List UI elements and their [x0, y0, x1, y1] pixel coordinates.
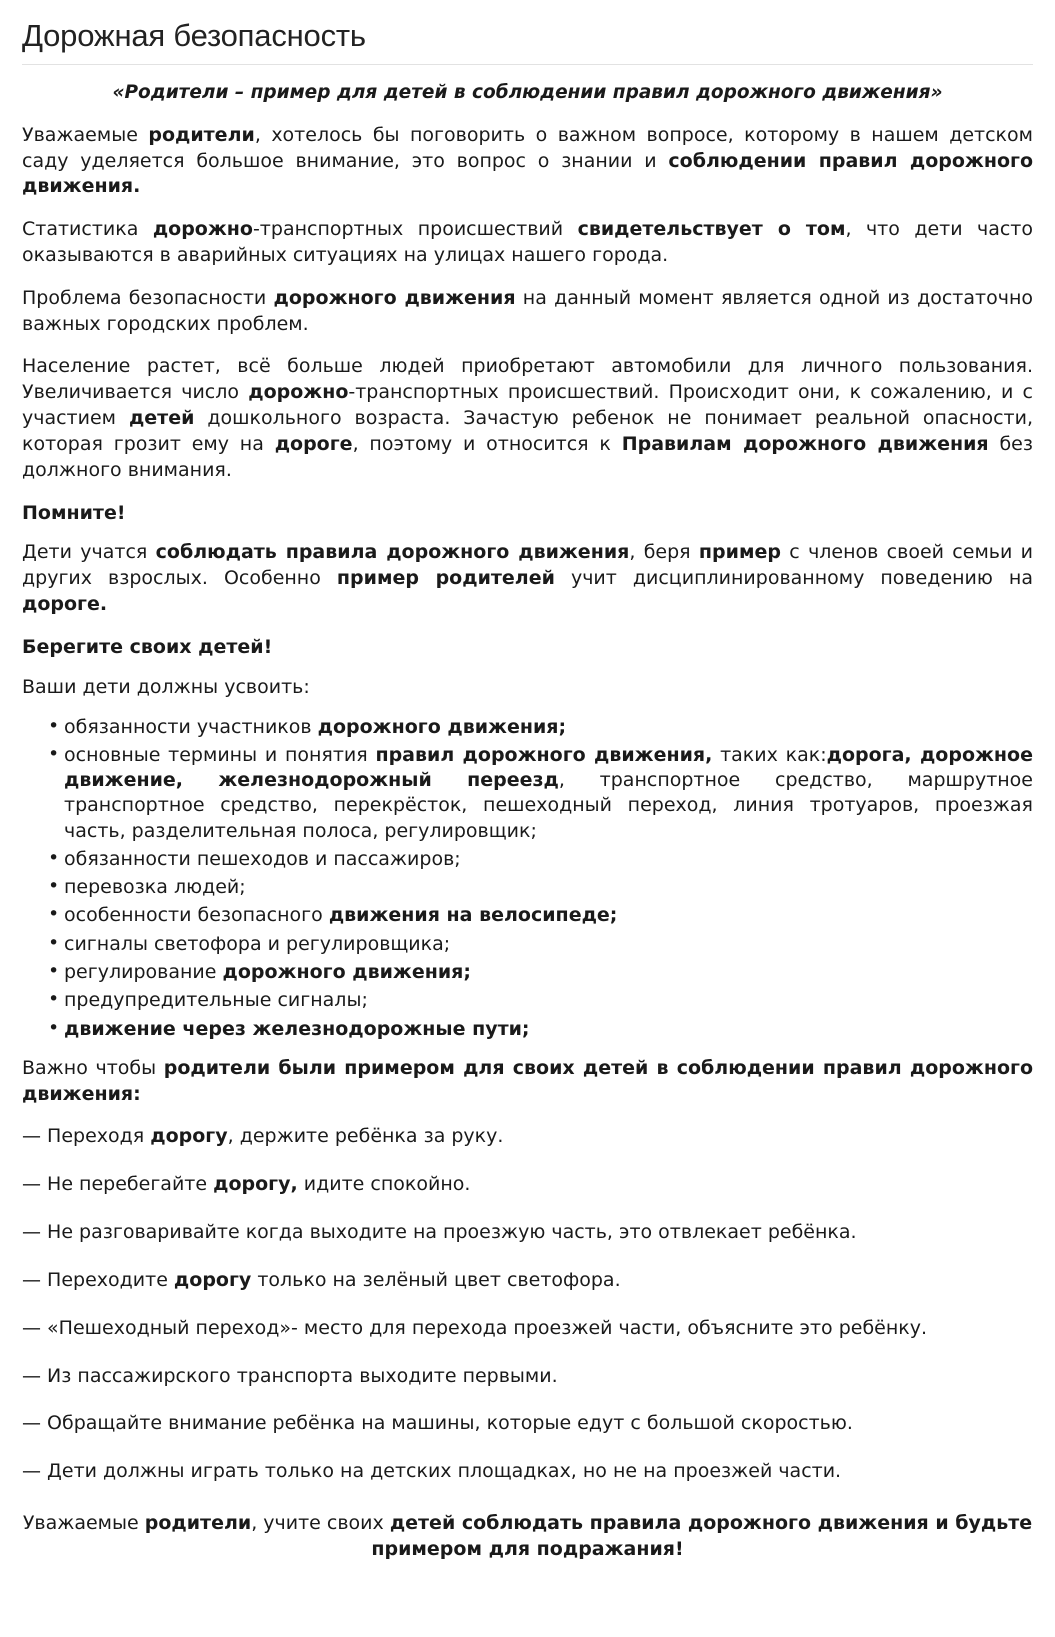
list-item — [48, 932, 1033, 957]
list-item — [48, 1017, 1033, 1042]
text-bold: свидетельствует о том — [577, 218, 846, 241]
text-fragment: , хотелось бы поговорить о важном вопросе, которому в нашем детском саду уделяется большое внимание, это вопрос о знании и — [22, 123, 1033, 172]
paragraph-statistics — [22, 217, 1033, 269]
text-fragment: — Не перебегайте — [22, 1173, 214, 1196]
text-fragment: , поэтому и относится к — [352, 432, 622, 455]
text-bold: дорогу — [173, 1268, 252, 1291]
text-bold: родители — [148, 123, 255, 146]
list-item — [48, 960, 1033, 985]
text-fragment: обязанности участников — [64, 715, 318, 738]
text-bold: движение через железнодорожные пути; — [64, 1017, 530, 1040]
text-fragment: Статистика — [22, 218, 153, 241]
text-fragment: сигналы светофора и регулировщика; — [64, 932, 451, 955]
text-bold: дорогу — [150, 1125, 228, 1148]
list-item — [48, 743, 1033, 844]
heading-protect: Берегите своих детей! — [22, 635, 273, 658]
paragraph-important — [22, 1056, 1033, 1108]
text-bold: Правилам дорожного движения — [621, 432, 989, 455]
text-bold: пример родителей — [336, 567, 555, 590]
text-fragment: Уважаемые — [22, 123, 149, 146]
text-bold: дорожно — [248, 381, 349, 404]
text-bold: дорожного движения — [273, 286, 516, 309]
list-lead-in: Ваши дети должны усвоить: — [22, 675, 310, 698]
page-title: Дорожная безопасность — [22, 18, 366, 53]
text-fragment: регулирование — [64, 960, 223, 983]
page-bottom-spacer — [22, 1563, 1033, 1597]
text-fragment: только на зелёный цвет светофора. — [251, 1268, 621, 1291]
text-fragment: — Переходя — [22, 1125, 151, 1148]
text-bold: дорожного движения; — [317, 715, 567, 738]
text-bold: соблюдать правила дорожного движения — [155, 541, 630, 564]
list-item — [48, 715, 1033, 740]
closing-appeal — [22, 1511, 1033, 1563]
paragraph-problem — [22, 286, 1033, 338]
paragraph-population — [22, 354, 1033, 483]
rule-item-6: — Из пассажирского транспорта выходите первыми. — [22, 1364, 558, 1387]
list-item — [48, 875, 1033, 900]
rule-item-1 — [22, 1124, 1033, 1150]
list-item — [48, 903, 1033, 928]
paragraph-example — [22, 540, 1033, 617]
text-fragment: -транспортных происшествий — [252, 218, 578, 241]
rule-item-2 — [22, 1172, 1033, 1198]
text-fragment: дошкольного возраста. Зачастую ребенок не понимает реальной опасности, которая грозит ему на — [22, 407, 1034, 455]
text-fragment: — Переходите — [22, 1268, 174, 1291]
text-fragment: , что дети часто оказываются в аварийных ситуациях на улицах нашего города. — [22, 218, 1033, 266]
text-bold: пример — [698, 541, 781, 564]
text-fragment: предупредительные сигналы; — [64, 989, 368, 1012]
title-divider — [22, 64, 1033, 65]
text-fragment: таких как: — [712, 743, 827, 766]
text-fragment: учит дисциплинированному поведению на — [554, 567, 1034, 590]
text-fragment: -транспортных происшествий. Происходит они, к сожалению, и с участием — [22, 381, 1034, 430]
text-bold: дороге — [274, 432, 353, 455]
text-fragment: обязанности пешеходов и пассажиров; — [64, 847, 461, 870]
text-fragment: Важно чтобы — [22, 1056, 164, 1079]
text-bold: дорожно — [152, 218, 253, 241]
list-item — [48, 847, 1033, 872]
text-fragment: Население растет, всё больше людей приобретают автомобили для личного пользования. Увеличивается число — [22, 355, 1033, 404]
text-fragment: без должного внимания. — [22, 432, 1033, 481]
text-bold: дорогу, — [213, 1173, 298, 1196]
rule-item-8: — Дети должны играть только на детских площадках, но не на проезжей части. — [22, 1460, 842, 1483]
rule-item-5: — «Пешеходный переход»- место для перехода проезжей части, объясните это ребёнку. — [22, 1316, 928, 1339]
rule-item-4 — [22, 1268, 1033, 1294]
rule-item-7: — Обращайте внимание ребёнка на машины, которые едут с большой скоростью. — [22, 1412, 853, 1435]
document-subtitle: «Родители – пример для детей в соблюдении правил дорожного движения» — [112, 81, 943, 103]
text-bold: движения на велосипеде; — [328, 904, 618, 927]
text-fragment: Проблема безопасности — [22, 286, 274, 309]
text-fragment: , держите ребёнка за руку. — [227, 1125, 504, 1148]
text-bold: дороге. — [22, 593, 108, 616]
text-fragment: идите спокойно. — [297, 1173, 471, 1196]
rule-item-3: — Не разговаривайте когда выходите на проезжую часть, это отвлекает ребёнка. — [22, 1221, 857, 1244]
text-bold: детей соблюдать правила дорожного движения и будьте примером для подражания! — [371, 1512, 1033, 1560]
text-fragment: , беря — [629, 541, 699, 564]
text-fragment: Дети учатся — [22, 541, 156, 564]
text-bold: соблюдении правил дорожного движения. — [22, 149, 1034, 198]
text-bold: дорожного движения; — [222, 960, 471, 983]
text-fragment: перевозка людей; — [64, 876, 246, 899]
text-bold: родители — [144, 1512, 252, 1535]
text-fragment: особенности безопасного — [64, 904, 329, 927]
text-fragment: , транспортное средство, маршрутное транспортное средство, перекрёсток, пешеходный переход, линия тротуаров, проезжая часть, разделительная полоса, регулировщик; — [64, 769, 1034, 842]
paragraph-intro — [22, 123, 1033, 200]
text-bold: детей — [128, 407, 195, 430]
text-fragment: на данный момент является одной из достаточно важных городских проблем. — [22, 286, 1033, 335]
heading-remember: Помните! — [22, 501, 126, 524]
text-bold: правил дорожного движения, — [375, 743, 713, 766]
text-bold: родители были примером для своих детей в соблюдении правил дорожного движения: — [22, 1056, 1034, 1105]
list-item — [48, 988, 1033, 1013]
children-must-learn-list — [22, 715, 1033, 1042]
text-fragment: , учите своих — [251, 1512, 390, 1535]
text-bold: дорога, дорожное движение, железнодорожный переезд — [64, 743, 1033, 792]
text-fragment: основные термины и понятия — [64, 743, 376, 766]
text-fragment: Уважаемые — [22, 1512, 145, 1535]
text-fragment: с членов своей семьи и других взрослых. Особенно — [22, 541, 1033, 590]
